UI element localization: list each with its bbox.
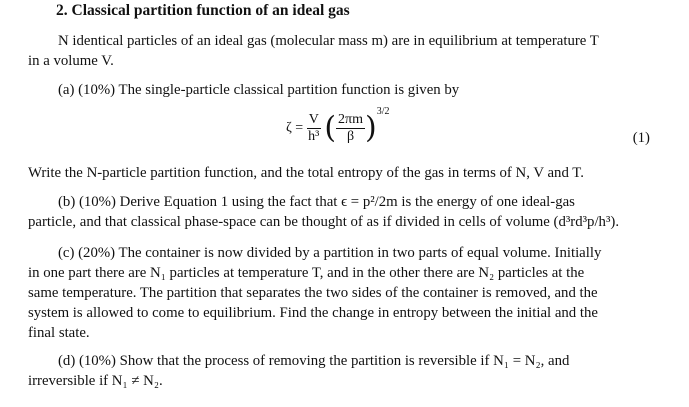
part-b-paragraph [28,192,656,232]
part-d-paragraph [28,351,656,391]
part-c-line-3: same temperature. The partition that separates the two sides of the container is removed, and the [28,285,598,301]
part-c-line-4: system is allowed to come to equilibrium. Find the change in entropy between the initial and the [28,305,598,321]
left-paren: ( [324,110,337,146]
part-c-paragraph [28,243,656,343]
fraction-numerator-v: V [308,112,319,127]
intro-paragraph [28,31,656,71]
part-c-line-5: final state. [28,325,90,341]
fraction-denominator-beta: β [346,129,355,144]
intro-line-2: in a volume V. [28,53,114,69]
volume-fraction [307,112,321,145]
mass-beta-fraction [336,112,365,145]
partition-function-equation [286,106,390,146]
part-a-line-1: (a) (10%) The single-particle classical partition function is given by [58,82,460,98]
problem-heading: 2. Classical partition function of an ideal gas [56,2,350,19]
part-b-line-2: particle, and that classical phase-space can be thought of as if divided in cells of volume (d³rd³p/h³). [28,214,620,230]
equation-exponent: 3/2 [376,106,390,118]
part-a-line-2: Write the N-particle partition function, and the total entropy of the gas in terms of N, V and T. [28,165,584,181]
equation-number: (1) [632,130,650,146]
part-c-line-2: in one part there are N₁ particles at temperature T, and in the other there are N₂ particles at the [28,265,585,281]
equation-lhs: ζ = [286,120,304,136]
equation-1 [0,106,689,156]
intro-line-1: N identical particles of an ideal gas (molecular mass m) are in equilibrium at temperature T [58,33,599,49]
part-d-line-2: irreversible if N₁ ≠ N₂. [28,373,163,389]
part-b-line-1: (b) (10%) Derive Equation 1 using the fact that ϵ = p²/2m is the energy of one ideal-gas [58,194,575,210]
fraction-numerator-2pim: 2πm [338,112,364,127]
part-d-line-1: (d) (10%) Show that the process of removing the partition is reversible if N₁ = N₂, and [58,353,570,369]
part-a-question [28,163,656,183]
fraction-denominator-h3: h³ [308,129,320,144]
part-c-line-1: (c) (20%) The container is now divided by a partition in two parts of equal volume. Initially [58,245,602,261]
right-paren: ) [365,110,377,146]
part-a-intro [28,80,656,100]
